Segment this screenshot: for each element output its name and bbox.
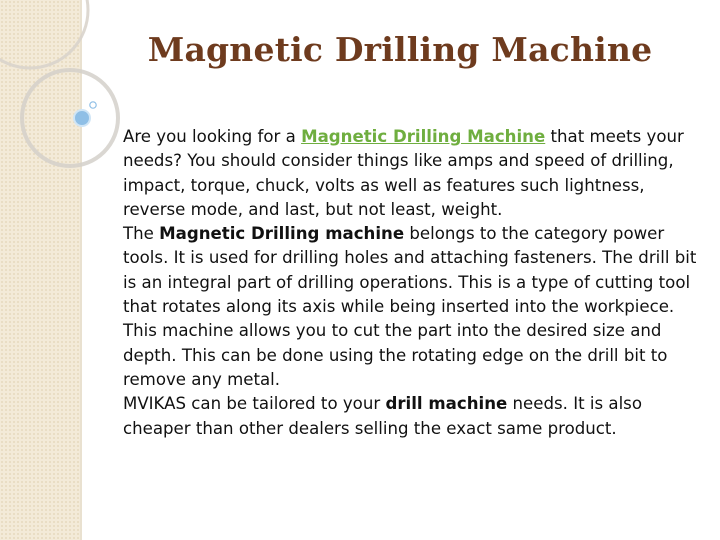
intro-paragraph bbox=[123, 125, 698, 222]
description-paragraph bbox=[123, 222, 698, 392]
slide-title: Magnetic Drilling Machine bbox=[147, 30, 653, 69]
offer-text-end: needs. It is also cheaper than other dealers selling the exact same product. bbox=[123, 394, 642, 438]
description-text-start: The bbox=[123, 224, 160, 244]
offer-paragraph bbox=[123, 392, 698, 441]
description-text-end: belongs to the category power tools. It is used for drilling holes and attaching fasteners. The drill bit is an integral part of drilling operations. This is a type of cutting tool that rotates along its axis while being inserted into the workpiece. This machine allows you to cut the part into the desired size and depth. This can be done using the rotating edge on the drill bit to remove any metal. bbox=[123, 224, 697, 389]
small-blue-ring bbox=[90, 102, 96, 108]
offer-bold-term: drill machine bbox=[385, 394, 508, 414]
large-decorative-ring bbox=[0, 0, 88, 68]
slide-body bbox=[123, 125, 698, 441]
intro-text-end: that meets your needs? You should consider things like amps and speed of drilling, impact, torque, chuck, volts as well as features such lightness, reverse mode, and last, but not least, weight. bbox=[123, 127, 684, 219]
offer-text-start: MVIKAS can be tailored to your bbox=[123, 394, 386, 414]
intro-text-start: Are you looking for a bbox=[123, 127, 302, 146]
description-bold-term: Magnetic Drilling machine bbox=[159, 224, 405, 244]
magnetic-drilling-machine-link[interactable]: Magnetic Drilling Machine bbox=[301, 127, 546, 146]
decorative-circles bbox=[0, 0, 120, 150]
blue-bullet-dot bbox=[74, 110, 90, 126]
